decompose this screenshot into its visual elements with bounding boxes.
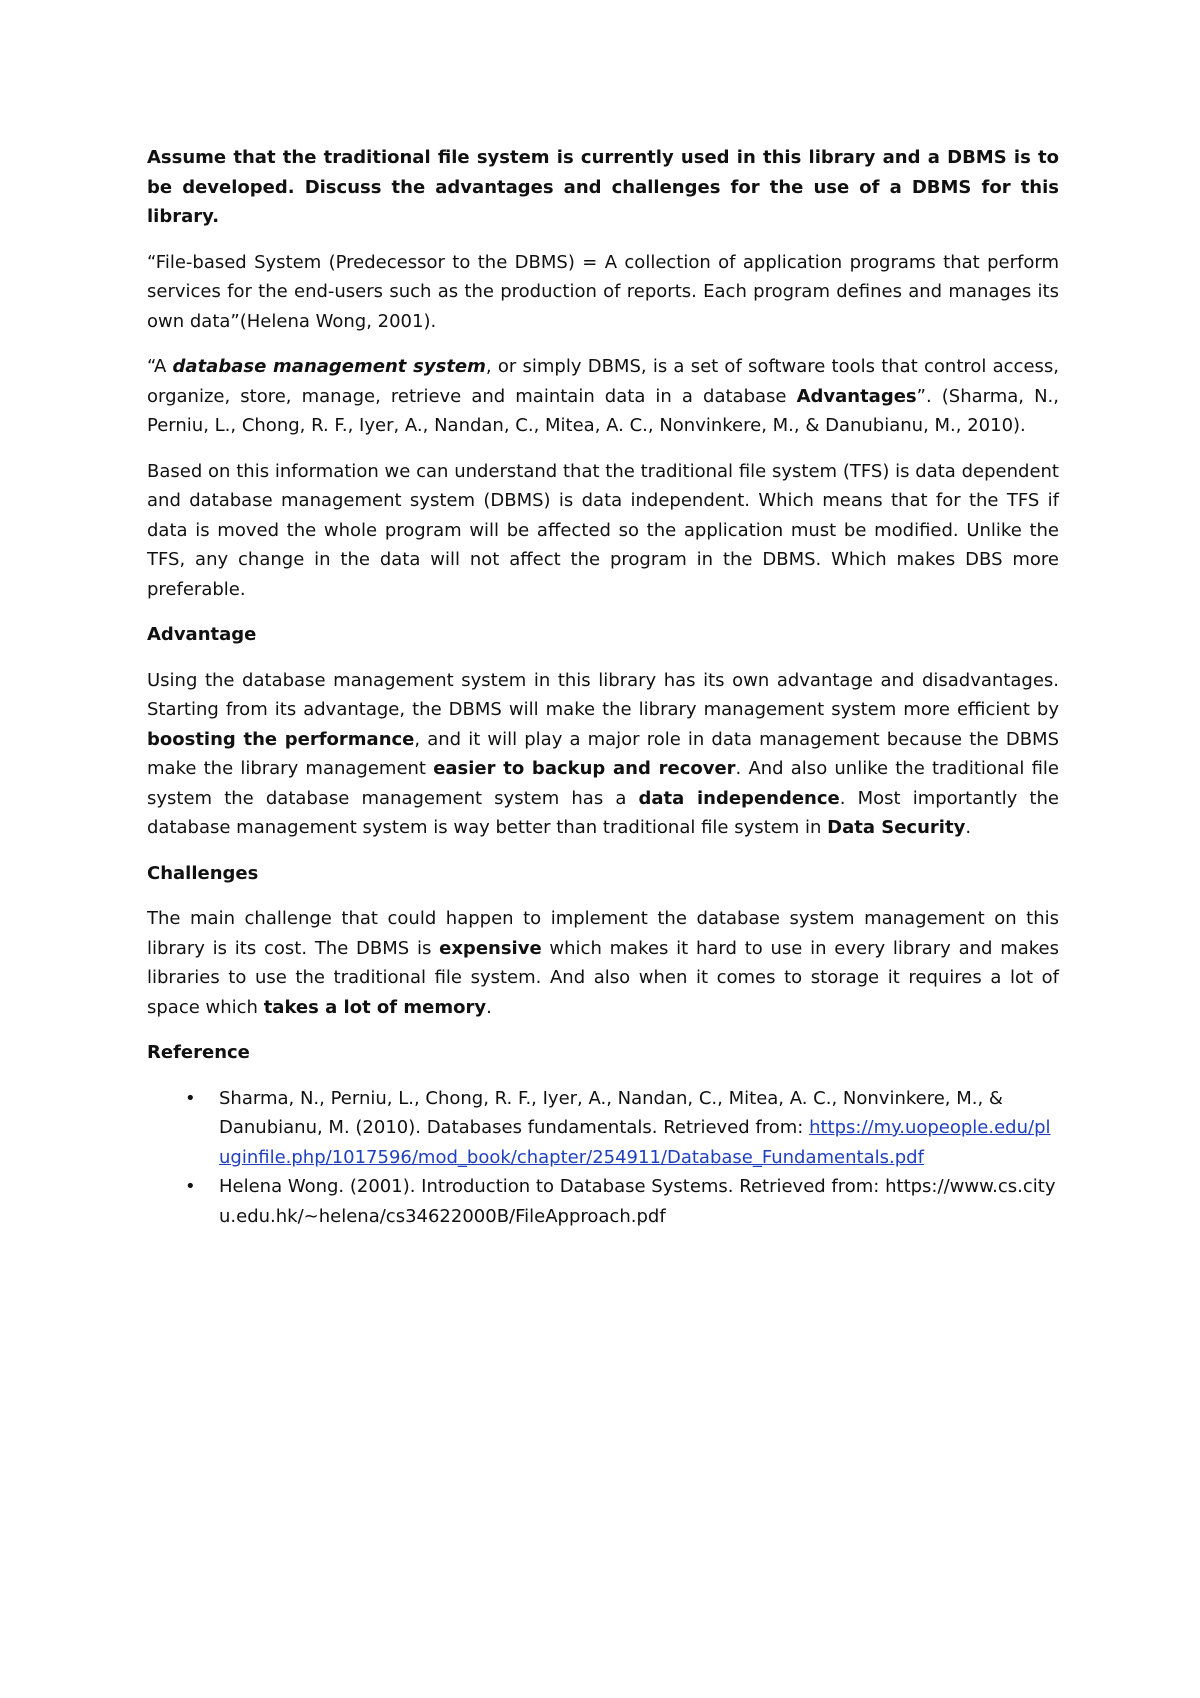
text: . Most importantly the database management system is way better than traditional file system in <box>147 787 1059 838</box>
bold-phrase: takes a lot of memory <box>263 996 487 1018</box>
section-title-advantage: Advantage <box>147 624 257 645</box>
text: , and it will play a major role in data management because the DBMS make the library management <box>147 728 1060 779</box>
text: Using the database management system in this library has its own advantage and disadvantages. Starting from its advantage, the DBMS will make the library management system more efficient by <box>147 669 1059 720</box>
paragraph-dbms-definition <box>147 352 1059 441</box>
paragraph-challenges <box>147 904 1059 1022</box>
document-page <box>147 143 1059 1231</box>
text: “A <box>147 356 173 377</box>
bold-phrase: data independence <box>638 787 840 809</box>
reference-link[interactable]: https://my.uopeople.edu/pluginfile.php/1017596/mod_book/chapter/254911/Database_Fundamentals.pdf <box>219 1117 1051 1168</box>
reference-text: Sharma, N., Perniu, L., Chong, R. F., Iyer, A., Nandan, C., Mitea, A. C., Nonvinkere, M., & Danubianu, M. (2010). Databases fundamentals. Retrieved from: <box>219 1087 1003 1138</box>
reference-url: https://www.cs.cityu.edu.hk/~helena/cs34622000B/FileApproach.pdf <box>219 1176 1056 1227</box>
text: ”. (Sharma, N., Perniu, L., Chong, R. F., Iyer, A., Nandan, C., Mitea, A. C., Nonvinkere, M., & Danubianu, M., 2010). <box>147 385 1060 436</box>
text: which makes it hard to use in every library and makes libraries to use the traditional file system. And also when it comes to storage it requires a lot of space which <box>147 937 1059 1018</box>
bold-phrase: Data Security <box>827 817 966 838</box>
paragraph-file-based-definition: “File-based System (Predecessor to the DBMS) = A collection of application programs that perform services for the end-users such as the production of reports. Each program defines and manages its own data”(Helena Wong, 2001). <box>147 251 1059 332</box>
assignment-question: Assume that the traditional file system is currently used in this library and a DBMS is to be developed. Discuss the advantages and challenges for the use of a DBMS for this library. <box>147 147 1059 227</box>
reference-text: Helena Wong. (2001). Introduction to Database Systems. Retrieved from: <box>219 1176 886 1197</box>
bold-phrase: expensive <box>439 937 542 959</box>
bold-phrase: easier to backup and recover <box>433 758 736 779</box>
reference-list <box>147 1084 1059 1232</box>
bullet-icon: • <box>185 1176 196 1197</box>
bold-phrase: boosting the performance <box>147 728 415 750</box>
text: , or simply DBMS, is a set of software tools that control access, organize, store, manage, retrieve and maintain data in a database <box>147 356 1059 407</box>
section-title-challenges: Challenges <box>147 862 259 884</box>
text: . And also unlike the traditional file system the database management system has a <box>147 758 1059 809</box>
paragraph-advantage <box>147 666 1059 843</box>
bold-word: Advantages <box>796 385 917 407</box>
reference-item <box>147 1084 1059 1173</box>
text: . <box>486 996 492 1018</box>
text: . <box>965 817 972 838</box>
paragraph-tfs-vs-dbms: Based on this information we can understand that the traditional file system (TFS) is data dependent and database management system (DBMS) is data independent. Which means that for the TFS if data is moved the whole program will be affected so the application must be modified. Unlike the TFS, any change in the data will not affect the program in the DBMS. Which makes DBS more preferable. <box>147 460 1059 600</box>
text: The main challenge that could happen to implement the database system management on this library is its cost. The DBMS is <box>147 908 1059 959</box>
section-title-reference: Reference <box>147 1042 250 1063</box>
emphasis-term: database management system <box>172 356 486 377</box>
reference-item <box>147 1172 1059 1231</box>
bullet-icon: • <box>185 1087 196 1109</box>
